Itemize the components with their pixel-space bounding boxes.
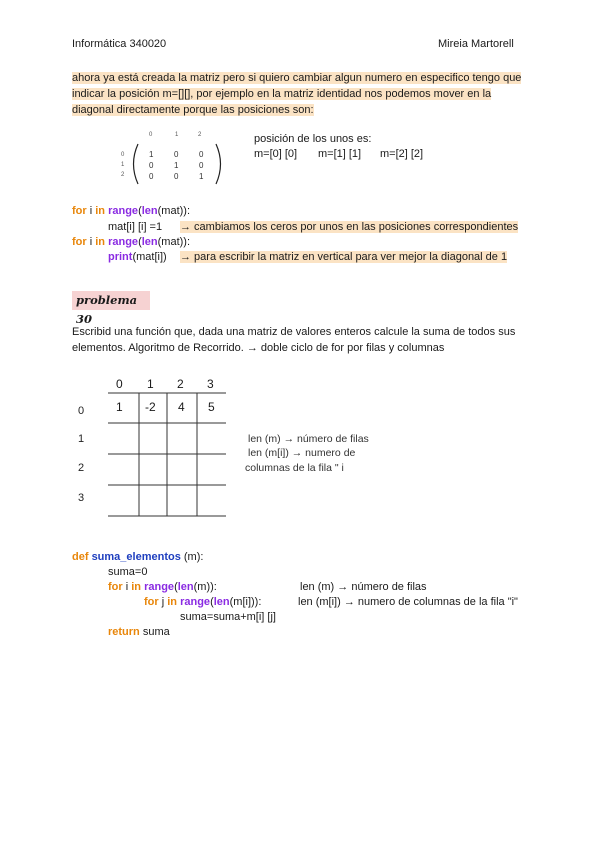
matrix-cell: 1 (174, 161, 179, 170)
grid-col-label: 1 (147, 377, 154, 391)
code-line: def suma_elementos (m): (72, 551, 204, 563)
code-line: print(mat[i]) (108, 251, 167, 263)
intro-line-3: diagonal directamente porque las posiciones son: (72, 104, 314, 116)
code-line: for i in range(len(mat)): (72, 205, 191, 217)
grid-note: len (m[i]) → numero de (248, 447, 356, 459)
grid-cell: 4 (178, 400, 185, 414)
code-comment: len (m[i]) → numero de columnas de la fila "i" (298, 596, 518, 608)
grid-row-label: 3 (78, 492, 85, 504)
code-line: for j in range(len(m[i])): (144, 596, 262, 608)
matrix-cell: 1 (199, 172, 204, 181)
matrix-cell: 0 (149, 172, 154, 181)
grid-row-label: 1 (78, 433, 85, 445)
matrix-col-label: 1 (175, 132, 179, 138)
code-line: suma=suma+m[i] [j] (180, 611, 276, 623)
position-item: m=[1] [1] (318, 148, 362, 160)
code-comment: len (m) → número de filas (300, 581, 427, 593)
grid-cell: 5 (208, 400, 215, 414)
matrix-cell: 0 (199, 150, 204, 159)
code-line: mat[i] [i] =1 (108, 221, 163, 233)
grid-note: len (m) → número de filas (248, 433, 369, 445)
code-line: return suma (108, 626, 170, 638)
intro-line-1: ahora ya está creada la matriz pero si quiero cambiar algun numero en especifico tengo que (72, 72, 522, 84)
matrix-cell: 1 (149, 150, 154, 159)
positions-title: posición de los unos es: (254, 133, 372, 145)
matrix-col-label: 0 (149, 132, 153, 138)
header-left: Informática 340020 (72, 38, 167, 50)
code-line: for i in range(len(m)): (108, 581, 217, 593)
header-right: Mireia Martorell (438, 38, 514, 50)
code-comment: → para escribir la matriz en vertical para ver mejor la diagonal de 1 (180, 251, 508, 263)
grid-row-label: 0 (78, 405, 85, 417)
position-item: m=[2] [2] (380, 148, 424, 160)
grid-note: columnas de la fila " i (245, 462, 344, 474)
matrix-cell: 0 (174, 172, 179, 181)
matrix-row-label: 0 (121, 152, 125, 158)
grid-cell: -2 (145, 400, 156, 414)
code-line: for i in range(len(mat)): (72, 236, 191, 248)
matrix-row-label: 1 (121, 162, 125, 168)
code-comment: → cambiamos los ceros por unos en las posiciones correspondientes (180, 221, 519, 233)
matrix-col-label: 2 (198, 132, 202, 138)
matrix-cell: 0 (199, 161, 204, 170)
grid-col-label: 0 (116, 377, 123, 391)
matrix-cell: 0 (149, 161, 154, 170)
grid-cell: 1 (116, 400, 123, 414)
grid-col-label: 2 (177, 377, 184, 391)
matrix-cell: 0 (174, 150, 179, 159)
position-item: m=[0] [0] (254, 148, 298, 160)
grid-col-label: 3 (207, 377, 214, 391)
statement-line-2: elementos. Algoritmo de Recorrido. → doble ciclo de for por filas y columnas (72, 342, 445, 354)
problem-title: problema 30 (72, 291, 150, 310)
intro-line-2: indicar la posición m=[][], por ejemplo en la matriz identidad nos podemos mover en la (72, 88, 492, 100)
matrix-row-label: 2 (121, 172, 125, 178)
grid-row-label: 2 (78, 462, 85, 474)
intro-paragraph (72, 72, 521, 120)
code-line: suma=0 (108, 566, 148, 578)
statement-line-1: Escribid una función que, dada una matriz de valores enteros calcule la suma de todos sus (72, 326, 516, 338)
